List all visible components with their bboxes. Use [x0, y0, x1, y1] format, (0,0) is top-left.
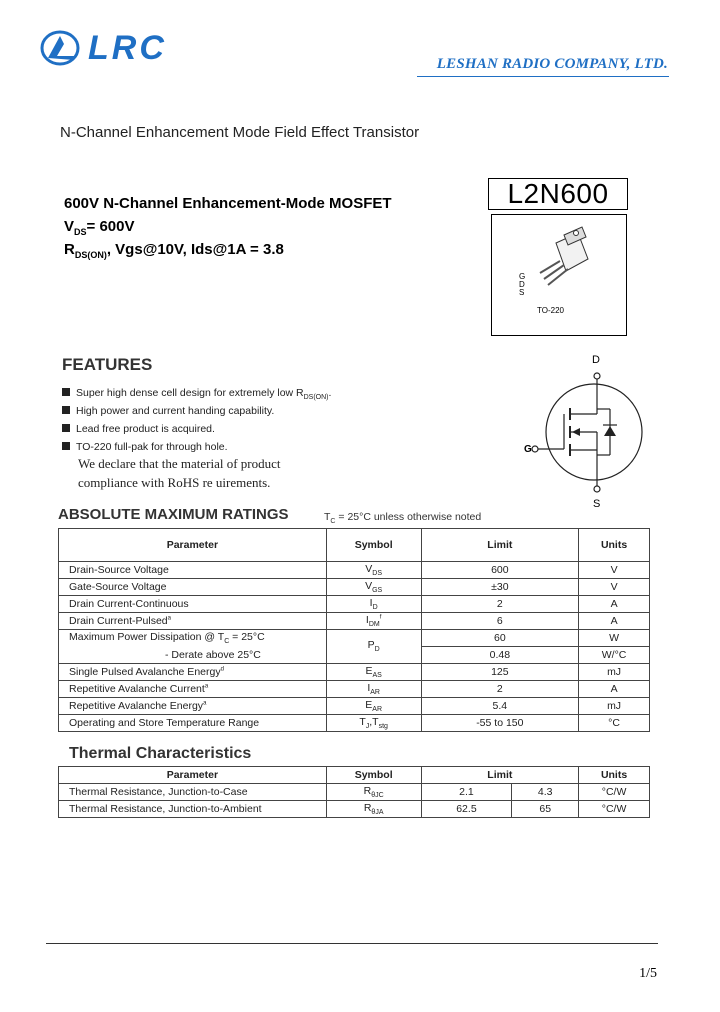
thermal-table — [58, 766, 650, 818]
table-row: Drain Current-Continuous $I_D$ 2 A — [59, 596, 650, 613]
table-row: Thermal Resistance, Junction-to-Ambient $R_{\theta JA}$ 62.5 65 °C/W — [59, 801, 650, 818]
table-row: Repetitive Avalanche Current$^a$ $I_{AR}$ 2 A — [59, 681, 650, 698]
table-row: Drain-Source Voltage $V_{DS}$ 600 V — [59, 562, 650, 579]
company-name: LESHAN RADIO COMPANY, LTD. — [436, 56, 668, 72]
page-number: 1/5 — [639, 966, 657, 981]
summary-rds: $R_{DS(ON)}$, Vgs@10V, Ids@1A = 3.8 — [64, 241, 284, 260]
list-item: High power and current handing capability. — [62, 402, 331, 420]
source-label: S — [593, 498, 601, 510]
package-box — [491, 214, 627, 336]
pin-labels: G D S — [519, 272, 526, 297]
features-list — [62, 384, 331, 456]
list-item: TO-220 full-pak for through hole. — [62, 438, 331, 456]
rohs-declaration-2: compliance with RoHS re uirements. — [78, 475, 271, 490]
lrc-logo-icon — [40, 28, 84, 68]
summary-vds: $V_{DS}= 600V$ — [64, 218, 135, 237]
thermal-heading: Thermal Characteristics — [69, 745, 252, 762]
abs-max-heading: ABSOLUTE MAXIMUM RATINGS — [58, 506, 289, 523]
features-heading: FEATURES — [62, 355, 153, 374]
table-row: Drain Current-Pulsed$^a$ $I_{DM}^f$ 6 A — [59, 613, 650, 630]
list-item: Lead free product is acquired. — [62, 420, 331, 438]
table-row: Single Pulsed Avalanche Energy$^d$ $E_{AS}$ 125 mJ — [59, 664, 650, 681]
abs-max-note: $T_C = 25^\circ C$ unless otherwise noted — [324, 511, 482, 526]
table-row: Repetitive Avalanche Energy$^a$ $E_{AR}$ 5.4 mJ — [59, 698, 650, 715]
rohs-declaration-1: We declare that the material of product — [78, 456, 281, 471]
abs-max-table — [58, 528, 650, 732]
table-row: Thermal Resistance, Junction-to-Case $R_{\theta JC}$ 2.1 4.3 °C/W — [59, 784, 650, 801]
summary-line-1: 600V N-Channel Enhancement-Mode MOSFET — [64, 195, 392, 212]
drain-label: D — [592, 354, 600, 366]
package-label: TO-220 — [537, 306, 564, 315]
company-logo — [40, 28, 167, 68]
mosfet-symbol-icon — [522, 352, 682, 512]
header-rule — [417, 76, 669, 77]
table-row: Maximum Power Dissipation @ $T_C = 25^\circ C$ $P_D$ 60 W — [59, 630, 650, 647]
gate-label: G — [524, 444, 532, 455]
part-number: L2N600 — [488, 178, 628, 210]
table-header-row: Parameter Symbol Limit Units — [59, 529, 650, 562]
list-item: Super high dense cell design for extremely low $R_{DS(ON)}$. — [62, 384, 331, 402]
logo-text: LRC — [88, 28, 167, 67]
to220-package-icon — [492, 215, 626, 305]
table-row: Gate-Source Voltage $V_{GS}$ ±30 V — [59, 579, 650, 596]
table-row: Operating and Store Temperature Range $T_J,T_{stg}$ -55 to 150 °C — [59, 715, 650, 732]
document-title: N-Channel Enhancement Mode Field Effect Transistor — [60, 124, 420, 141]
footer-rule — [46, 943, 658, 944]
table-row: - Derate above 25°C 0.48 W/°C — [59, 647, 650, 664]
mosfet-schematic — [522, 352, 682, 512]
table-header-row: Parameter Symbol Limit Units — [59, 767, 650, 784]
